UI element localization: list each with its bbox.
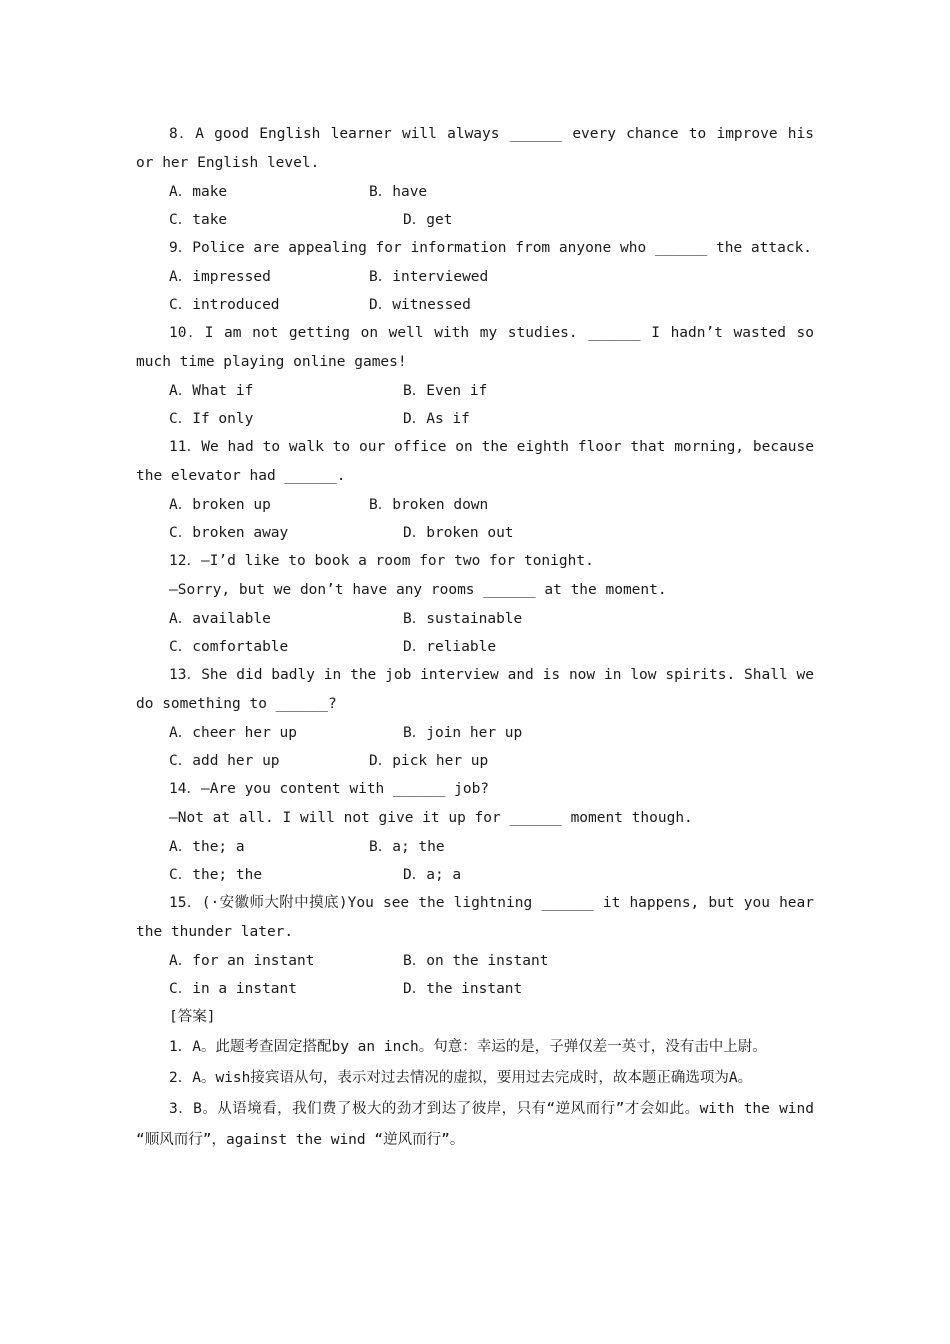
question-item — [136, 775, 814, 889]
question-stem: 15．(·安徽师大附中摸底)You see the lightning ______ it happens, but you hear the thunder later. — [136, 895, 823, 940]
option-row — [136, 605, 814, 633]
option-right: B．broken down — [369, 497, 489, 513]
question-item — [136, 547, 814, 661]
question-item — [136, 120, 823, 234]
option-row — [136, 719, 814, 747]
question-stem: 8．A good English learner will always ______ every chance to improve his or her English level. — [136, 126, 823, 171]
question-stem: 13．She did badly in the job interview and is now in low spirits. Shall we do something to ______? — [136, 667, 823, 712]
option-right: B．a; the — [369, 839, 445, 855]
document-page — [136, 120, 823, 1156]
option-row — [136, 975, 814, 1003]
question-item — [136, 319, 823, 433]
option-left: C．the; the — [169, 867, 263, 883]
option-left: C．broken away — [169, 525, 289, 541]
option-left: C．comfortable — [169, 639, 289, 655]
option-row — [136, 519, 814, 547]
option-right: B．interviewed — [369, 269, 489, 285]
option-row — [136, 263, 814, 291]
option-left: A．available — [169, 611, 271, 627]
option-left: A．make — [169, 184, 228, 200]
option-row — [136, 633, 814, 661]
answer-list — [136, 1032, 823, 1156]
dialog-reply: —Sorry, but we don’t have any rooms ______ at the moment. — [169, 582, 667, 598]
answer-item: 2．A。wish接宾语从句，表示对过去情况的虚拟，要用过去完成时，故本题正确选项为A。 — [169, 1070, 753, 1086]
question-stem: 14．—Are you content with ______ job? — [169, 781, 490, 797]
option-left: C．introduced — [169, 297, 280, 313]
answer-header: [答案] — [169, 1009, 216, 1025]
option-right: B．join her up — [403, 725, 523, 741]
option-row — [136, 291, 814, 319]
option-right: D．the instant — [403, 981, 523, 997]
option-right: D．witnessed — [369, 297, 471, 313]
option-right: B．on the instant — [403, 953, 549, 969]
question-stem: 11．We had to walk to our office on the eighth floor that morning, because the elevator had ______. — [136, 439, 823, 484]
option-right: D．reliable — [403, 639, 497, 655]
question-stem: 12．—I’d like to book a room for two for tonight. — [169, 553, 594, 569]
option-row — [136, 405, 814, 433]
option-left: A．impressed — [169, 269, 271, 285]
option-row — [136, 491, 814, 519]
option-row — [136, 377, 814, 405]
option-left: C．in a instant — [169, 981, 297, 997]
option-left: C．take — [169, 212, 228, 228]
question-item — [136, 889, 823, 1003]
option-row — [136, 747, 814, 775]
option-left: A．the; a — [169, 839, 245, 855]
option-right: B．sustainable — [403, 611, 523, 627]
option-right: D．a; a — [403, 867, 462, 883]
option-right: D．get — [403, 212, 453, 228]
question-stem: 10．I am not getting on well with my studies. ______ I hadn’t wasted so much time playing online games! — [136, 325, 823, 370]
option-row — [136, 206, 814, 234]
option-left: A．cheer her up — [169, 725, 297, 741]
answer-item: 3．B。从语境看，我们费了极大的劲才到达了彼岸，只有“逆风而行”才会如此。with the wind “顺风而行”，against the wind “逆风而行”。 — [136, 1101, 823, 1148]
option-left: C．If only — [169, 411, 254, 427]
option-right: D．broken out — [403, 525, 514, 541]
option-row — [136, 178, 814, 206]
question-stem: 9．Police are appealing for information from anyone who ______ the attack. — [169, 240, 813, 256]
question-list — [136, 120, 823, 1003]
question-item — [136, 433, 823, 547]
option-row — [136, 947, 814, 975]
option-right: B．have — [369, 184, 428, 200]
option-right: B．Even if — [403, 383, 488, 399]
option-left: A．for an instant — [169, 953, 315, 969]
option-left: C．add her up — [169, 753, 280, 769]
option-left: A．broken up — [169, 497, 271, 513]
option-row — [136, 833, 814, 861]
question-item — [136, 234, 814, 319]
question-item — [136, 661, 823, 775]
option-left: A．What if — [169, 383, 254, 399]
option-right: D．pick her up — [369, 753, 489, 769]
option-right: D．As if — [403, 411, 470, 427]
dialog-reply: —Not at all. I will not give it up for ______ moment though. — [169, 810, 693, 826]
answer-item: 1．A。此题考查固定搭配by an inch。句意：幸运的是，子弹仅差一英寸，没有击中上尉。 — [169, 1039, 767, 1055]
option-row — [136, 861, 814, 889]
